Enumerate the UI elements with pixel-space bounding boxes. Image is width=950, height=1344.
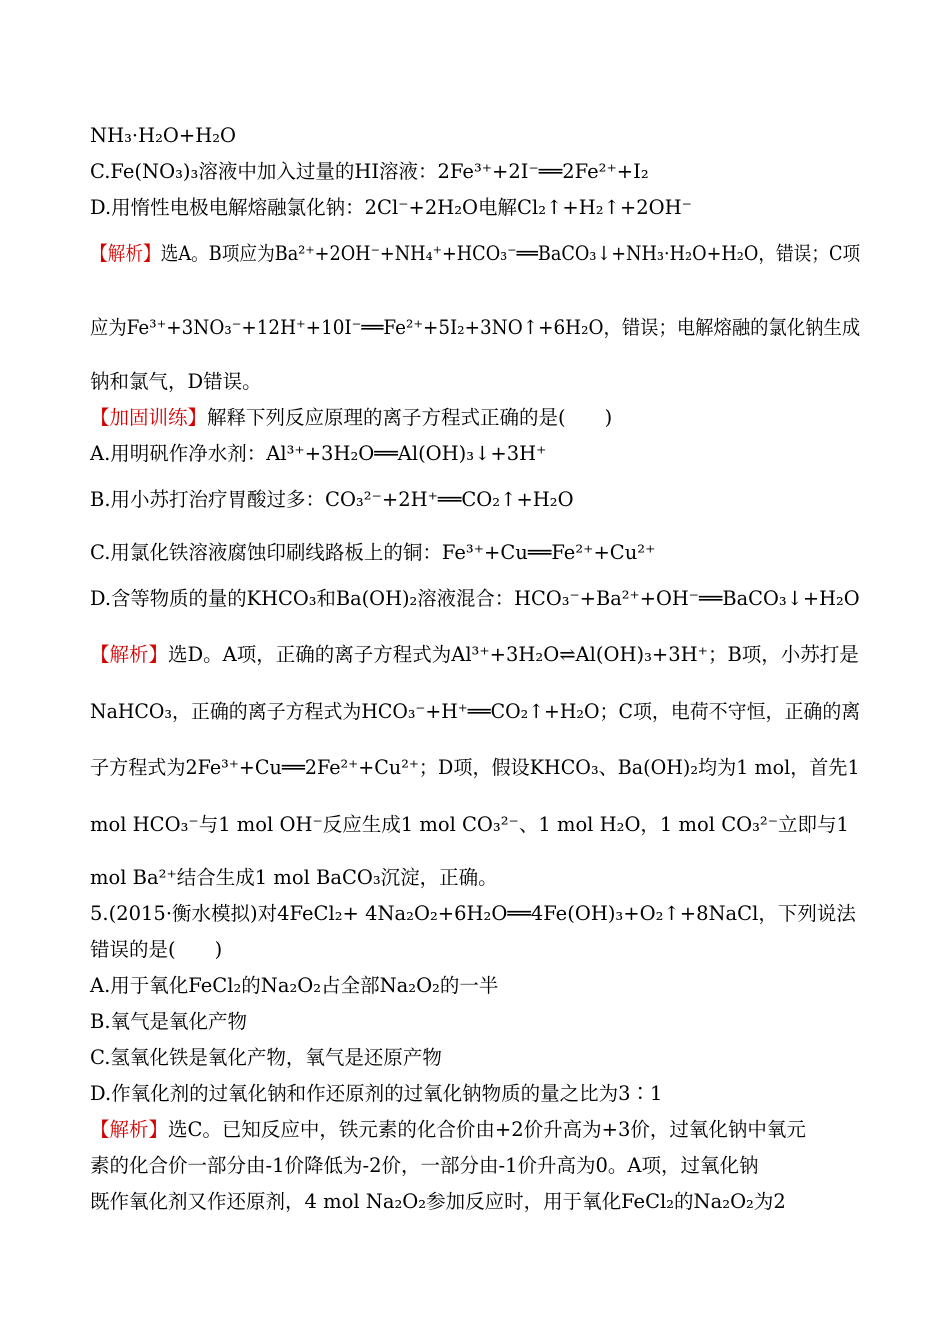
text-line <box>90 1154 758 1178</box>
text-line <box>90 1118 806 1142</box>
line-text: D.用惰性电极电解熔融氯化钠：2Cl⁻+2H₂O电解Cl₂↑+H₂↑+2OH⁻ <box>90 196 692 219</box>
text-line <box>90 866 498 890</box>
line-text: 选A。B项应为Ba²⁺+2OH⁻+NH₄⁺+HCO₃⁻══BaCO₃↓+NH₃·H₂O+H₂O，错误；C项 <box>160 242 861 265</box>
analysis-label: 【加固训练】 <box>90 406 208 429</box>
line-text: 钠和氯气，D错误。 <box>90 370 262 393</box>
text-line <box>90 196 692 220</box>
line-text: mol HCO₃⁻与1 mol OH⁻反应生成1 mol CO₃²⁻、1 mol H₂O，1 mol CO₃²⁻立即与1 <box>90 813 849 836</box>
text-line <box>90 541 655 565</box>
line-text: mol Ba²⁺结合生成1 mol BaCO₃沉淀，正确。 <box>90 866 498 889</box>
line-text: 解释下列反应原理的离子方程式正确的是( ) <box>207 406 613 429</box>
line-text: C.氢氧化铁是氧化产物，氧气是还原产物 <box>90 1046 442 1069</box>
text-line <box>90 700 860 724</box>
text-line <box>90 643 859 667</box>
line-text: NaHCO₃，正确的离子方程式为HCO₃⁻+H⁺══CO₂↑+H₂O；C项，电荷不守恒，正确的离 <box>90 700 861 723</box>
text-line <box>90 124 236 148</box>
line-text: D.作氧化剂的过氧化钠和作还原剂的过氧化钠物质的量之比为3∶1 <box>90 1082 663 1105</box>
text-line <box>90 1010 247 1034</box>
text-line <box>90 442 546 466</box>
line-text: B.氧气是氧化产物 <box>90 1010 248 1033</box>
line-text: 错误的是( ) <box>90 938 223 961</box>
line-text: 应为Fe³⁺+3NO₃⁻+12H⁺+10I⁻══Fe²⁺+5I₂+3NO↑+6H₂O，错误；电解熔融的氯化钠生成 <box>90 316 861 339</box>
line-text: 选C。已知反应中，铁元素的化合价由+2价升高为+3价，过氧化钠中氧元 <box>168 1118 806 1141</box>
text-line <box>90 370 262 394</box>
analysis-label: 【解析】 <box>90 1118 169 1141</box>
text-line <box>90 902 856 926</box>
text-line <box>90 488 574 512</box>
text-line <box>90 974 498 998</box>
text-line <box>90 316 860 340</box>
text-line <box>90 242 860 266</box>
line-text: A.用明矾作净水剂：Al³⁺+3H₂O══Al(OH)₃↓+3H⁺ <box>90 442 547 465</box>
text-line <box>90 756 860 780</box>
analysis-label: 【解析】 <box>90 242 161 265</box>
analysis-label: 【解析】 <box>90 643 169 666</box>
line-text: NH₃·H₂O+H₂O <box>90 124 237 147</box>
line-text: B.用小苏打治疗胃酸过多：CO₃²⁻+2H⁺══CO₂↑+H₂O <box>90 488 574 511</box>
text-line <box>90 938 222 962</box>
line-text: 选D。A项，正确的离子方程式为Al³⁺+3H₂O⇌Al(OH)₃+3H⁺；B项，小苏打是 <box>168 643 859 666</box>
text-line <box>90 1190 786 1214</box>
line-text: 素的化合价一部分由-1价降低为-2价，一部分由-1价升高为0。A项，过氧化钠 <box>90 1154 759 1177</box>
text-line <box>90 1082 662 1106</box>
line-text: A.用于氧化FeCl₂的Na₂O₂占全部Na₂O₂的一半 <box>90 974 499 997</box>
text-line <box>90 160 649 184</box>
line-text: 既作氧化剂又作还原剂，4 mol Na₂O₂参加反应时，用于氧化FeCl₂的Na₂O₂为2 <box>90 1190 786 1213</box>
line-text: 子方程式为2Fe³⁺+Cu══2Fe²⁺+Cu²⁺；D项，假设KHCO₃、Ba(OH)₂均为1 mol，首先1 <box>90 756 860 779</box>
line-text: C.Fe(NO₃)₃溶液中加入过量的HI溶液：2Fe³⁺+2I⁻══2Fe²⁺+I₂ <box>90 160 649 183</box>
text-line <box>90 1046 442 1070</box>
line-text: D.含等物质的量的KHCO₃和Ba(OH)₂溶液混合：HCO₃⁻+Ba²⁺+OH⁻══BaCO₃↓+H₂O <box>90 587 860 610</box>
text-line <box>90 406 612 430</box>
line-text: 5.(2015·衡水模拟)对4FeCl₂+ 4Na₂O₂+6H₂O══4Fe(OH)₃+O₂↑+8NaCl，下列说法 <box>90 902 856 925</box>
text-line <box>90 587 860 611</box>
text-line <box>90 813 849 837</box>
line-text: C.用氯化铁溶液腐蚀印刷线路板上的铜：Fe³⁺+Cu══Fe²⁺+Cu²⁺ <box>90 541 656 564</box>
